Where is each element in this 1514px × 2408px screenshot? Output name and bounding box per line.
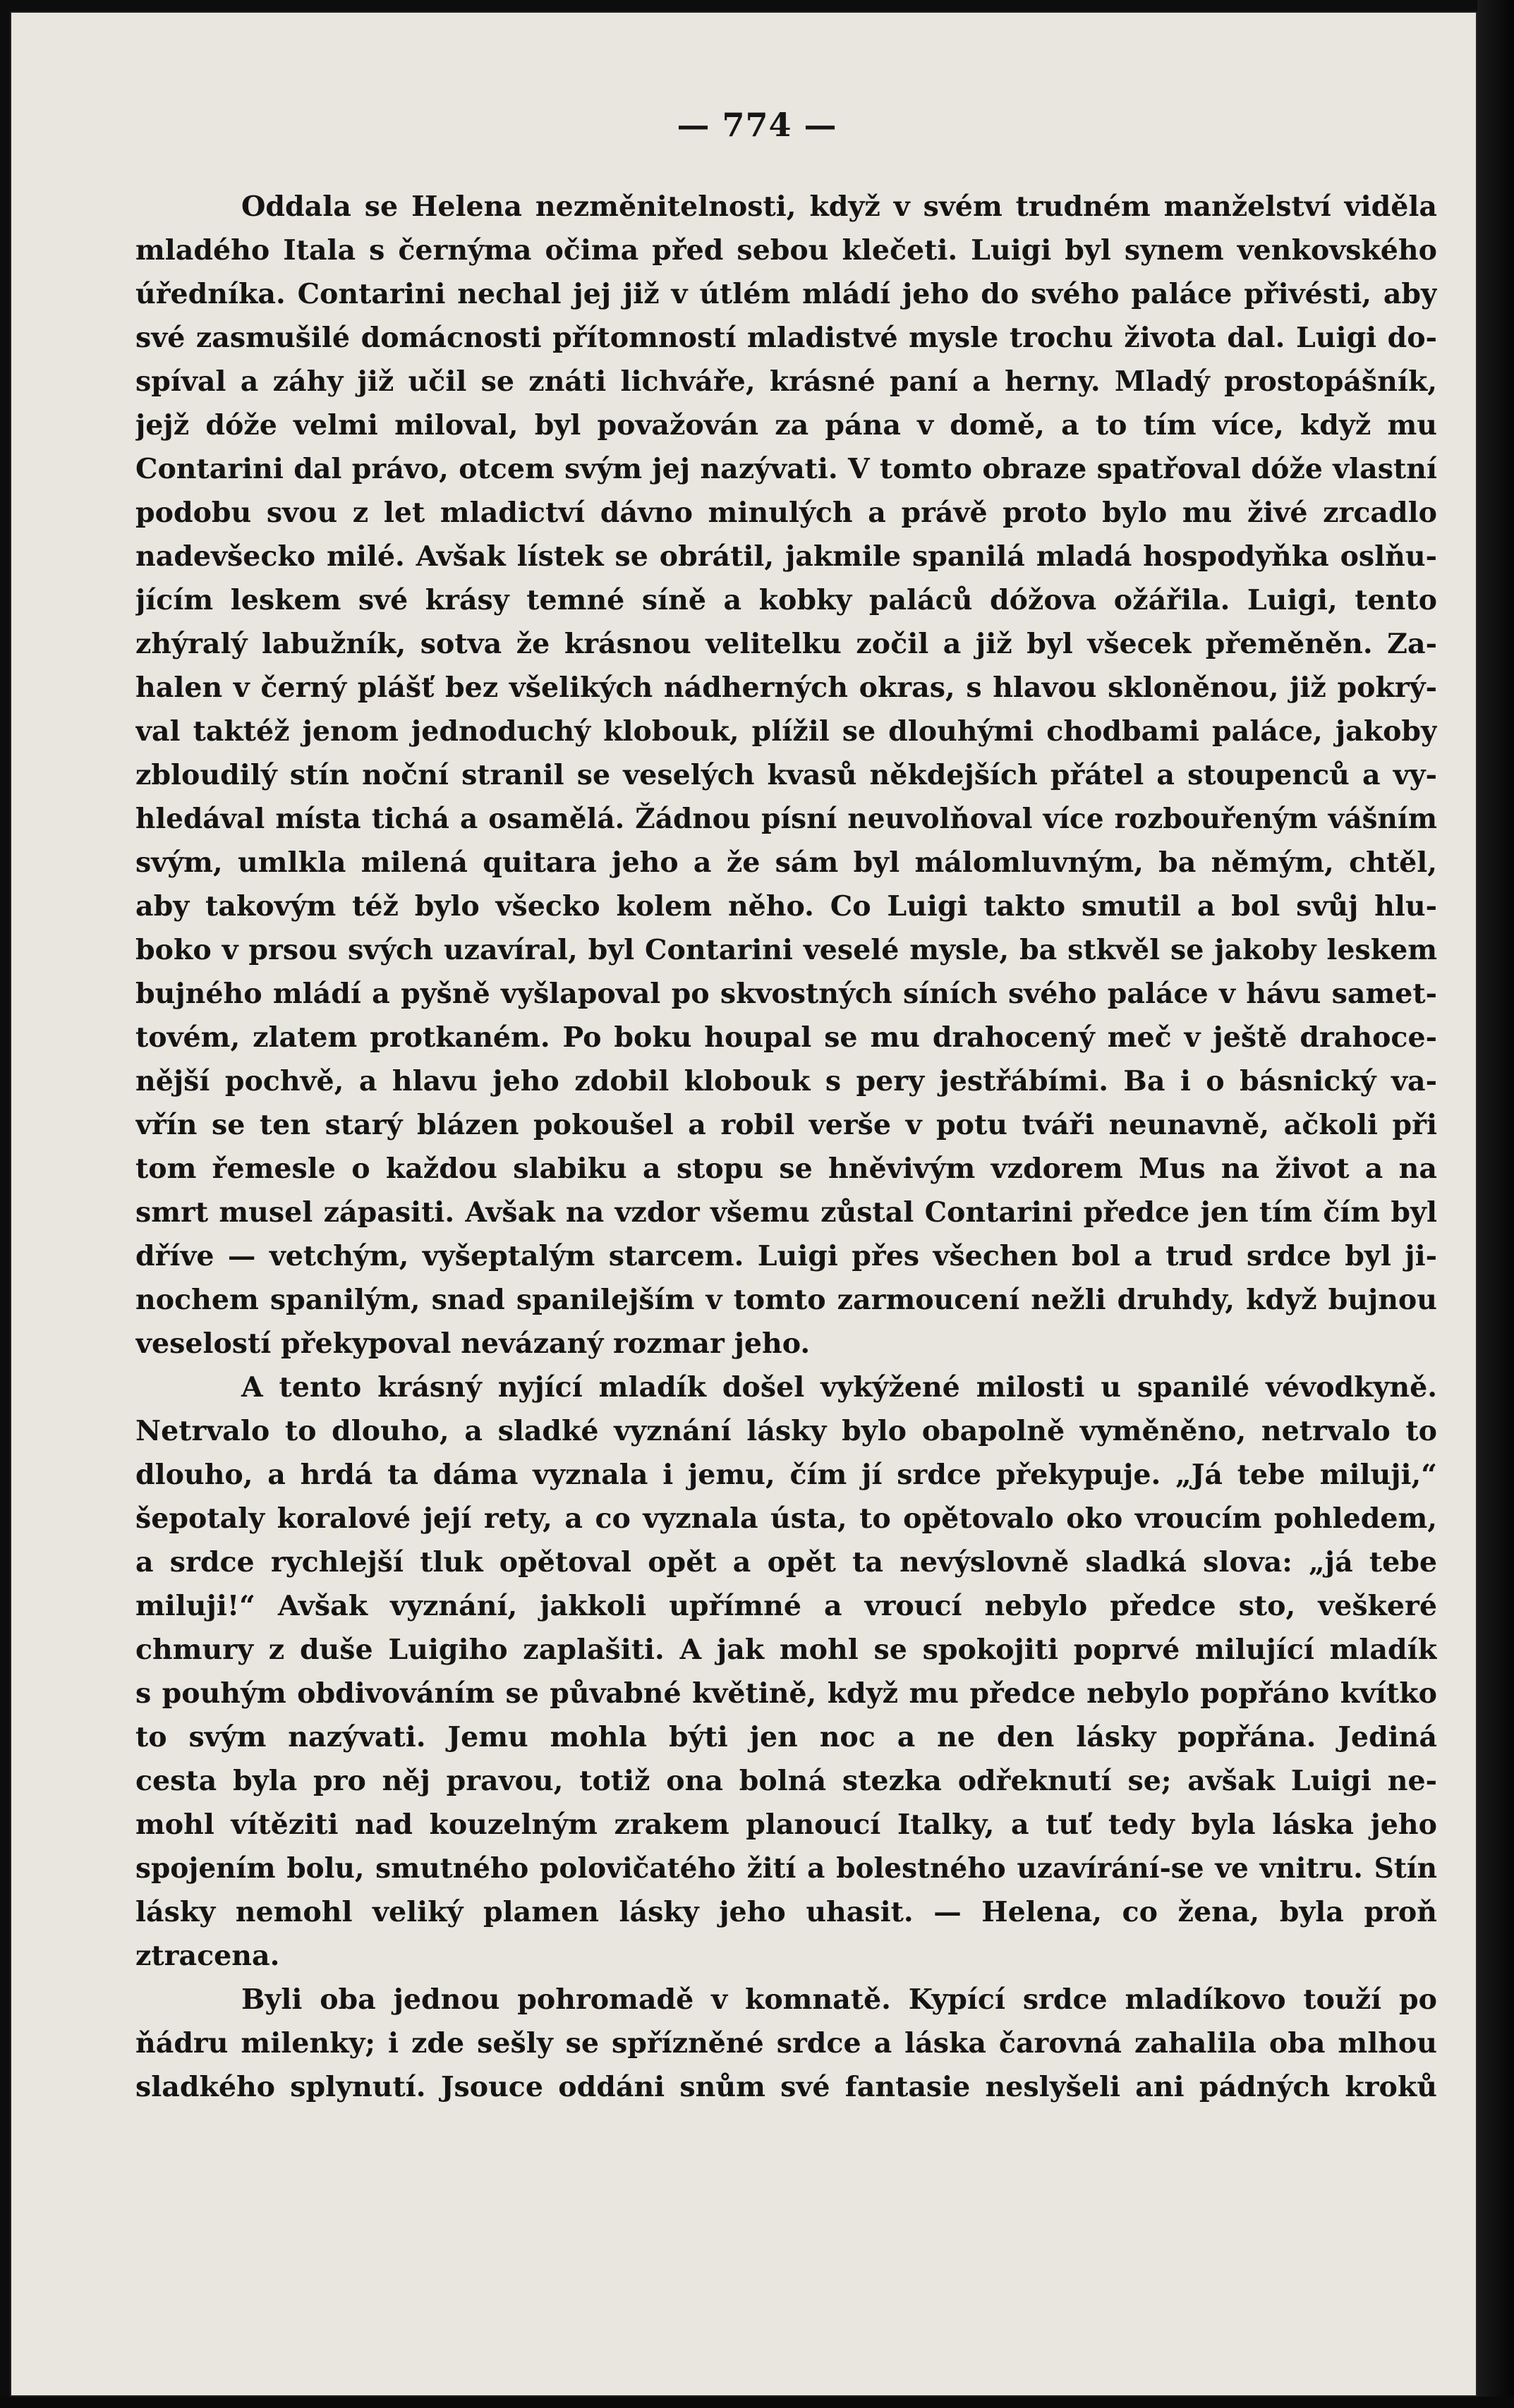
text-line: miluji!“ Avšak vyznání, jakkoli upřímné a vroucí nebylo předce sto, veškeré [135, 1590, 1437, 1622]
text-line: zbloudilý stín noční stranil se veselých kvasů někdejších přátel a stoupenců a vy- [135, 759, 1437, 791]
page-number: — 774 — [677, 106, 837, 144]
text-line: Oddala se Helena nezměnitelnosti, když v svém trudném manželství viděla [241, 190, 1437, 223]
text-line: dříve — vetchým, vyšeptalým starcem. Luigi přes všechen bol a trud srdce byl ji- [135, 1240, 1437, 1272]
text-line: Contarini dal právo, otcem svým jej nazývati. V tomto obraze spatřoval dóže vlastní [135, 453, 1437, 485]
text-line: boko v prsou svých uzavíral, byl Contarini veselé mysle, ba stkvěl se jakoby leskem [135, 934, 1437, 966]
text-line: halen v černý plášť bez všelikých nádherných okras, s hlavou skloněnou, již pokrý- [135, 671, 1437, 704]
text-line: ztracena. [135, 1940, 280, 1972]
scan-border-right [1477, 0, 1514, 2408]
text-line: tom řemesle o každou slabiku a stopu se hněvivým vzdorem Mus na život a na [135, 1153, 1437, 1185]
text-line: nější pochvě, a hlavu jeho zdobil klobouk s pery jestřábími. Ba i o básnický va- [135, 1065, 1437, 1097]
text-line: úředníka. Contarini nechal jej již v útlém mládí jeho do svého paláce přivésti, aby [135, 278, 1437, 310]
text-line: A tento krásný nyjící mladík došel vykýžené milosti u spanilé vévodkyně. [241, 1371, 1437, 1404]
text-line: nadevšecko milé. Avšak lístek se obrátil, jakmile spanilá mladá hospodyňka oslňu- [135, 540, 1437, 573]
body-text [135, 185, 1437, 2109]
text-line: aby takovým též bylo všecko kolem něho. Co Luigi takto smutil a bol svůj hlu- [135, 890, 1437, 923]
text-line: lásky nemohl veliký plamen lásky jeho uhasit. — Helena, co žena, byla proň [135, 1896, 1437, 1928]
text-line: chmury z duše Luigiho zaplašiti. A jak mohl se spokojiti poprvé milující mladík [135, 1634, 1437, 1666]
text-line: bujného mládí a pyšně vyšlapoval po skvostných síních svého paláce v hávu samet- [135, 978, 1437, 1010]
text-line: vřín se ten starý blázen pokoušel a robil verše v potu tváři neunavně, ačkoli při [135, 1109, 1437, 1141]
text-line: mladého Itala s černýma očima před sebou klečeti. Luigi byl synem venkovského [135, 234, 1437, 267]
text-line: a srdce rychlejší tluk opětoval opět a opět ta nevýslovně sladká slova: „já tebe [135, 1546, 1437, 1579]
text-line: jejž dóže velmi miloval, byl považován za pána v domě, a to tím více, když mu [135, 409, 1437, 442]
text-line: to svým nazývati. Jemu mohla býti jen noc a ne den lásky popřána. Jediná [135, 1721, 1437, 1753]
text-line: smrt musel zápasiti. Avšak na vzdor všemu zůstal Contarini předce jen tím čím byl [135, 1196, 1437, 1229]
text-line: své zasmušilé domácnosti přítomností mladistvé mysle trochu života dal. Luigi do- [135, 322, 1437, 354]
scan-border-bottom [0, 2397, 1514, 2408]
text-line: s pouhým obdivováním se půvabné květině, když mu předce nebylo popřáno kvítko [135, 1677, 1437, 1710]
text-line: jícím leskem své krásy temné síně a kobky paláců dóžova ožářila. Luigi, tento [135, 584, 1437, 616]
text-line: šepotaly koralové její rety, a co vyznala ústa, to opětovalo oko vroucím pohledem, [135, 1502, 1437, 1535]
text-line: Byli oba jednou pohromadě v komnatě. Kypící srdce mladíkovo touží po [241, 1983, 1437, 2016]
text-line: Netrvalo to dlouho, a sladké vyznání lásky bylo obapolně vyměněno, netrvalo to [135, 1415, 1437, 1447]
text-line: hledával místa tichá a osamělá. Žádnou písní neuvolňoval více rozbouřeným vášním [135, 803, 1437, 835]
text-line: svým, umlkla milená quitara jeho a že sám byl málomluvným, ba němým, chtěl, [135, 846, 1437, 879]
text-line: nochem spanilým, snad spanilejším v tomto zarmoucení nežli druhdy, když bujnou [135, 1284, 1437, 1316]
text-line: sladkého splynutí. Jsouce oddáni snům své fantasie neslyšeli ani pádných kroků [135, 2071, 1437, 2103]
text-line: dlouho, a hrdá ta dáma vyznala i jemu, čím jí srdce překypuje. „Já tebe miluji,“ [135, 1459, 1437, 1491]
text-line: podobu svou z let mladictví dávno minulých a právě proto bylo mu živé zrcadlo [135, 497, 1437, 529]
text-line: ňádru milenky; i zde sešly se spřízněné srdce a láska čarovná zahalila oba mlhou [135, 2027, 1437, 2060]
text-line: spíval a záhy již učil se znáti lichváře, krásné paní a herny. Mladý prostopášník, [135, 365, 1437, 398]
text-line: val taktéž jenom jednoduchý klobouk, plížil se dlouhými chodbami paláce, jakoby [135, 715, 1437, 748]
text-line: zhýralý labužník, sotva že krásnou velitelku zočil a již byl všecek přeměněn. Za- [135, 628, 1437, 660]
text-line: tovém, zlatem protkaném. Po boku houpal se mu drahocený meč v ještě drahoce- [135, 1021, 1437, 1054]
text-line: cesta byla pro něj pravou, totiž ona bolná stezka odřeknutí se; avšak Luigi ne- [135, 1765, 1437, 1797]
text-line: veselostí překypoval nevázaný rozmar jeho. [135, 1327, 811, 1360]
text-line: spojením bolu, smutného polovičatého žití a bolestného uzavírání-se ve vnitru. Stín [135, 1852, 1437, 1885]
text-line: mohl vítěziti nad kouzelným zrakem planoucí Italky, a tuť tedy byla láska jeho [135, 1808, 1437, 1841]
